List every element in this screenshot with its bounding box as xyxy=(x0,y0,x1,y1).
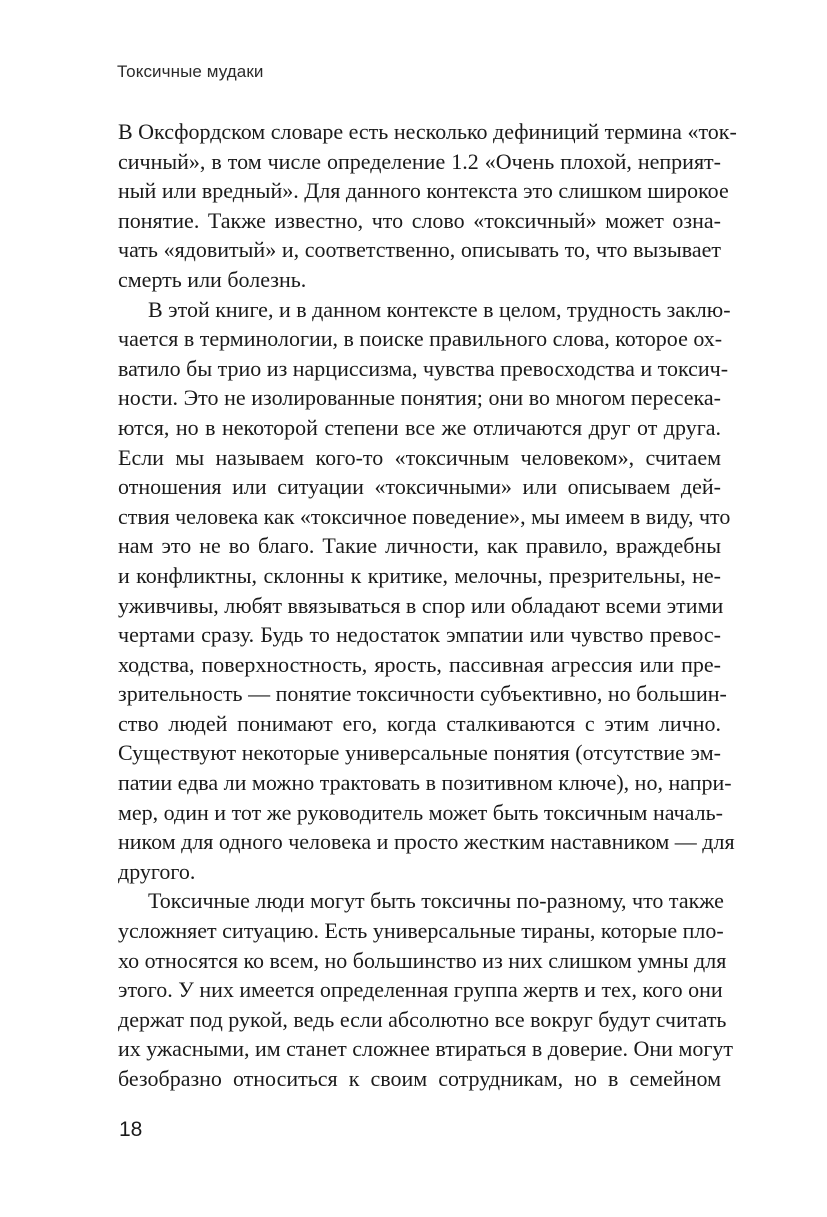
text-line: ходства, поверхностность, ярость, пассивная агрессия или пре- xyxy=(118,651,721,677)
text-line: патии едва ли можно трактовать в позитивном ключе), но, напри- xyxy=(118,770,732,796)
text-line: усложняет ситуацию. Есть универсальные тираны, которые пло- xyxy=(118,918,724,944)
text-line: ватило бы трио из нарциссизма, чувства превосходства и токсич- xyxy=(118,355,729,381)
text-line: чать «ядовитый» и, соответственно, описывать то, что вызывает xyxy=(118,237,721,263)
text-line: В этой книге, и в данном контексте в целом, трудность заклю- xyxy=(148,296,731,322)
text-line: безобразно относиться к своим сотрудникам, но в семейном xyxy=(118,1066,721,1091)
text-line: ство людей понимают его, когда сталкиваются с этим лично. xyxy=(118,710,721,736)
text-line: В Оксфордском словаре есть несколько дефиниций термина «ток- xyxy=(118,119,737,144)
text-line: ются, но в некоторой степени все же отличаются друг от друга. xyxy=(118,414,721,440)
text-line: их ужасными, им станет сложнее втираться в доверие. Они могут xyxy=(118,1036,734,1062)
text-line: другого. xyxy=(118,858,196,884)
text-line: нам это не во благо. Такие личности, как правило, враждебны xyxy=(118,533,721,559)
running-head-title: Токсичные мудаки xyxy=(117,62,264,81)
text-line: Если мы называем кого-то «токсичным человеком», считаем xyxy=(118,444,721,470)
body-text xyxy=(118,117,737,1094)
text-line: ником для одного человека и просто жестким наставником — для xyxy=(118,829,735,855)
text-line: держат под рукой, ведь если абсолютно все вокруг будут считать xyxy=(118,1006,727,1032)
text-line: смерть или болезнь. xyxy=(118,266,307,292)
text-line: понятие. Также известно, что слово «токсичный» может озна- xyxy=(118,207,721,233)
text-line: уживчивы, любят ввязываться в спор или обладают всеми этими xyxy=(118,592,724,618)
text-line: Токсичные люди могут быть токсичны по-разному, что также xyxy=(148,888,724,914)
text-line: чертами сразу. Будь то недостаток эмпатии или чувство превос- xyxy=(118,622,721,648)
text-line: зрительность — понятие токсичности субъективно, но большин- xyxy=(118,681,727,707)
text-line: чается в терминологии, в поиске правильного слова, которое ох- xyxy=(118,326,723,352)
text-line: и конфликтны, склонны к критике, мелочны, презрительны, не- xyxy=(118,562,721,588)
text-line: хо относятся ко всем, но большинство из них слишком умны для xyxy=(118,947,727,973)
text-line: Существуют некоторые универсальные понятия (отсутствие эм- xyxy=(118,740,721,766)
text-line: этого. У них имеется определенная группа жертв и тех, кого они xyxy=(118,977,723,1003)
text-line: отношения или ситуации «токсичными» или описываем дей- xyxy=(118,474,721,500)
text-line: ности. Это не изолированные понятия; они во многом пересека- xyxy=(118,385,721,411)
text-line: ствия человека как «токсичное поведение», мы имеем в виду, что xyxy=(118,503,731,529)
text-line: ный или вредный». Для данного контекста это слишком широкое xyxy=(118,178,729,204)
page-number: 18 xyxy=(119,1118,143,1141)
text-line: сичный», в том числе определение 1.2 «Очень плохой, неприят- xyxy=(118,148,721,174)
text-line: мер, один и тот же руководитель может быть токсичным началь- xyxy=(118,799,723,825)
